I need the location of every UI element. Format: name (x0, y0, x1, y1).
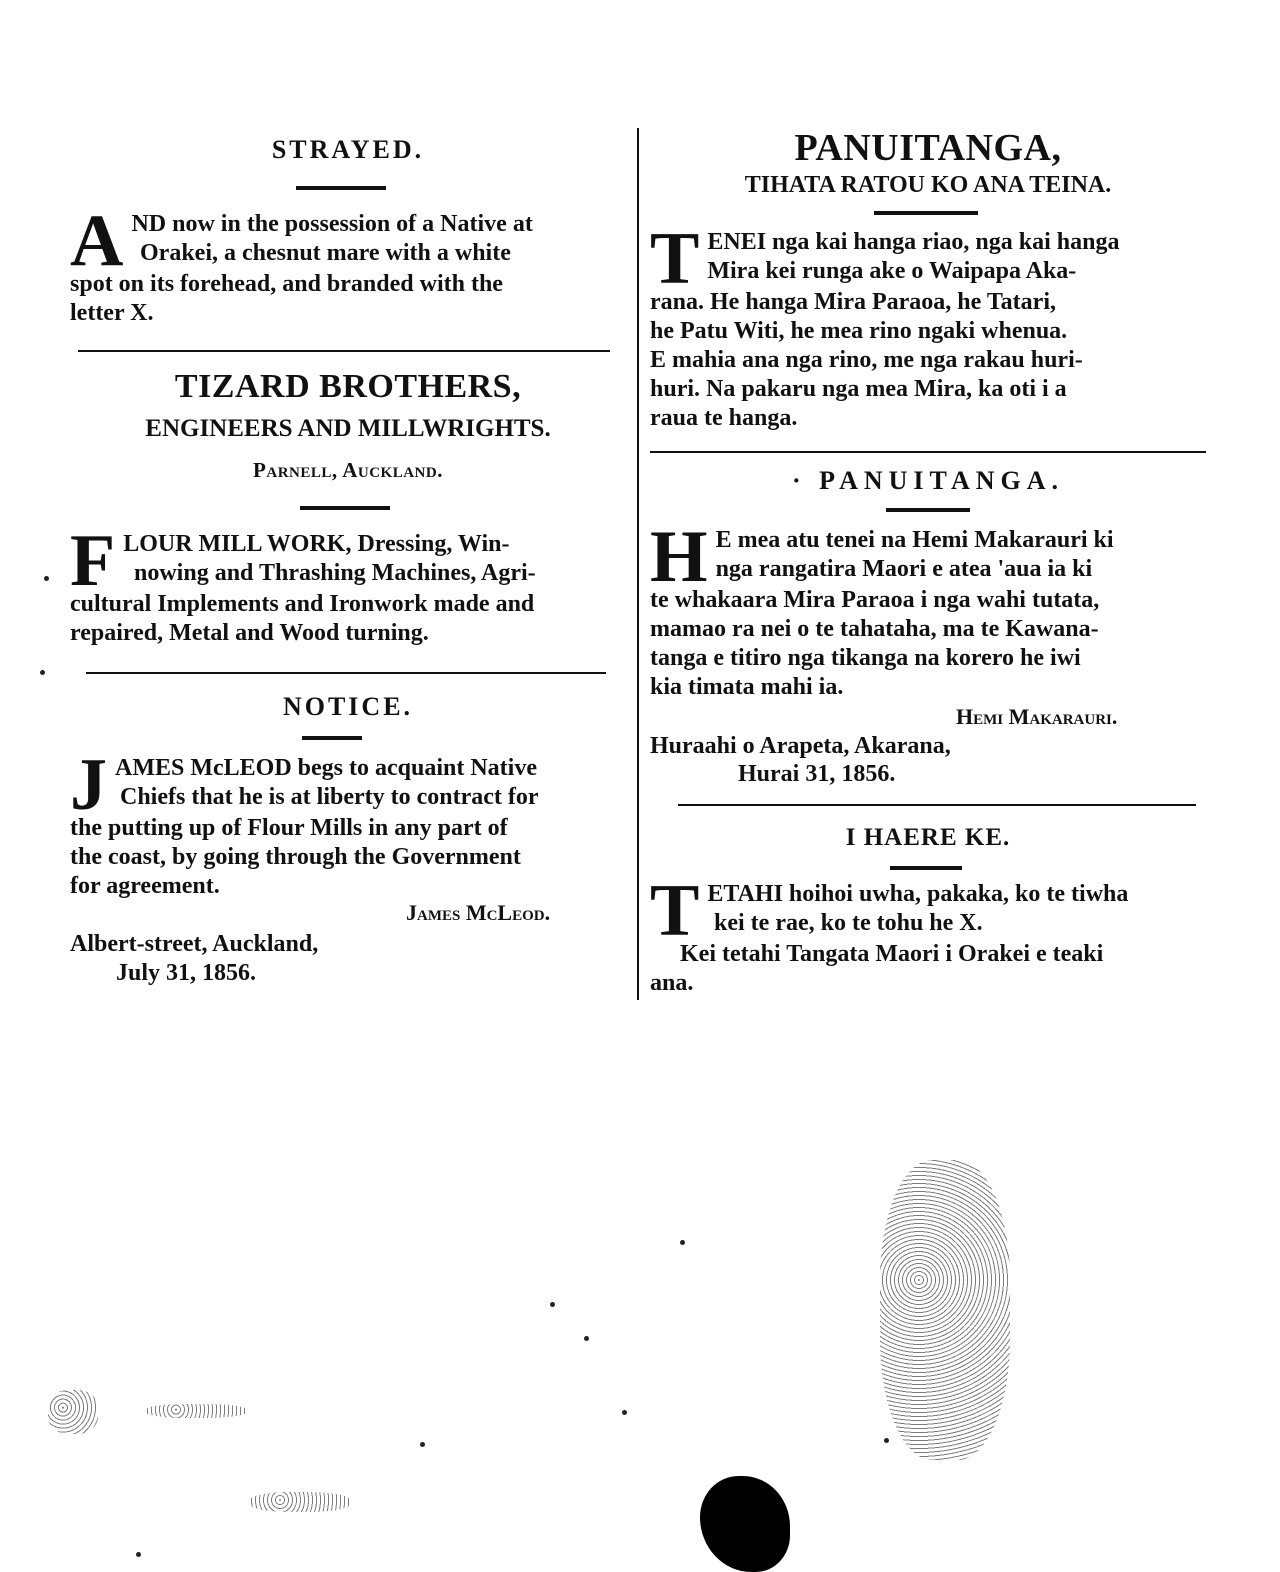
ihaere-dropcap: T (650, 870, 700, 952)
tizard-title: TIZARD BROTHERS, (174, 368, 522, 405)
panuitanga2-line-2: nga rangatira Maori e atea 'aua ia ki (715, 556, 1093, 582)
notice-line-3: the putting up of Flour Mills in any part of (70, 815, 508, 841)
panuitanga-line-4: he Patu Witi, he mea rino ngaki whenua. (650, 318, 1068, 344)
panuitanga-line-5: E mahia ana nga rino, me nga rakau huri- (650, 347, 1083, 373)
strayed-dropcap: A (70, 200, 124, 282)
scan-speck (680, 1240, 685, 1245)
ihaere-ad (650, 870, 1206, 998)
panuitanga2-line-3: te whakaara Mira Paraoa i nga wahi tutata, (650, 587, 1100, 613)
scan-speck (622, 1410, 627, 1415)
ihaere-line-2: kei te rae, ko te tohu he X. (714, 910, 983, 936)
ihaere-line-4: ana. (650, 970, 694, 996)
short-divider (886, 508, 970, 512)
right-column (650, 0, 1206, 1100)
panuitanga-line-1: ENEI nga kai hanga riao, nga kai hanga (707, 229, 1120, 255)
panuitanga2-line-6: kia timata mahi ia. (650, 674, 844, 700)
notice-line-1: AMES McLEOD begs to acquaint Native (115, 755, 537, 781)
scan-noise (250, 1492, 350, 1512)
ihaere-line-1: ETAHI hoihoi uwha, pakaka, ko te tiwha (707, 881, 1129, 907)
tizard-location: Parnell, Auckland. (253, 458, 443, 482)
section-divider (86, 672, 606, 674)
tizard-line-2: nowing and Thrashing Machines, Agri- (134, 560, 536, 586)
short-divider (296, 186, 386, 190)
tizard-line-1: LOUR MILL WORK, Dressing, Win- (123, 531, 510, 557)
short-divider (302, 736, 362, 740)
panuitanga2-signature: Hemi Makarauri. (956, 704, 1118, 729)
notice-line-5: for agreement. (70, 873, 220, 899)
section-divider (78, 350, 610, 352)
tizard-line-4: repaired, Metal and Wood turning. (70, 620, 429, 646)
left-column (70, 0, 626, 1100)
ihaere-title: I HAERE KE. (845, 824, 1011, 851)
panuitanga2-line-1: E mea atu tenei na Hemi Makarauri ki (715, 527, 1114, 553)
scan-noise (880, 1160, 1010, 1460)
panuitanga2-ad (650, 516, 1206, 702)
strayed-line-4: letter X. (70, 300, 154, 326)
scan-speck (550, 1302, 555, 1307)
tizard-line-3: cultural Implements and Ironwork made and (70, 591, 535, 617)
scan-speck (584, 1336, 589, 1341)
panuitanga-line-7: raua te hanga. (650, 405, 798, 431)
strayed-line-1: ND now in the possession of a Native at (131, 211, 533, 237)
scan-speck (136, 1552, 141, 1557)
panuitanga2-address-2: Hurai 31, 1856. (738, 761, 896, 787)
panuitanga2-line-4: mamao ra nei o te tahataha, ma te Kawana- (650, 616, 1099, 642)
notice-address-2: July 31, 1856. (116, 960, 257, 986)
panuitanga-line-2: Mira kei runga ake o Waipapa Aka- (707, 258, 1077, 284)
panuitanga-dropcap: T (650, 218, 700, 300)
scan-speck (420, 1442, 425, 1447)
section-divider (650, 451, 1206, 453)
short-divider (874, 211, 978, 215)
panuitanga2-title: · PANUITANGA. (791, 466, 1065, 495)
notice-title: NOTICE. (282, 692, 414, 721)
scan-speck (884, 1438, 889, 1443)
panuitanga-title: PANUITANGA, (794, 127, 1062, 169)
tizard-ad (70, 520, 626, 648)
notice-dropcap: J (70, 744, 107, 826)
notice-signature: James McLeod. (406, 900, 551, 925)
column-divider (637, 128, 639, 1000)
notice-line-4: the coast, by going through the Government (70, 844, 521, 870)
panuitanga2-line-5: tanga e titiro nga tikanga na korero he iwi (650, 645, 1081, 671)
notice-ad (70, 744, 626, 901)
scan-noise (48, 1390, 98, 1434)
scan-speck (40, 670, 45, 675)
section-divider (678, 804, 1196, 806)
strayed-title: STRAYED. (271, 135, 425, 164)
panuitanga2-address-1: Huraahi o Arapeta, Akarana, (650, 733, 951, 759)
strayed-line-3: spot on its forehead, and branded with the (70, 271, 503, 297)
panuitanga-line-3: rana. He hanga Mira Paraoa, he Tatari, (650, 289, 1056, 315)
strayed-ad (70, 200, 626, 328)
panuitanga-ad (650, 218, 1206, 433)
ink-blot (700, 1476, 790, 1572)
scan-noise (146, 1404, 246, 1418)
panuitanga2-dropcap: H (650, 516, 708, 598)
panuitanga-line-6: huri. Na pakaru nga mea Mira, ka oti i a (650, 376, 1067, 402)
short-divider (890, 866, 962, 870)
ihaere-line-3: Kei tetahi Tangata Maori i Orakei e teaki (680, 941, 1104, 967)
strayed-line-2: Orakei, a chesnut mare with a white (140, 240, 511, 266)
tizard-dropcap: F (70, 520, 116, 602)
tizard-subtitle: ENGINEERS AND MILLWRIGHTS. (145, 415, 551, 442)
short-divider (300, 506, 390, 510)
notice-line-2: Chiefs that he is at liberty to contract for (120, 784, 539, 810)
notice-address-1: Albert-street, Auckland, (70, 931, 319, 957)
scan-speck (44, 576, 49, 581)
panuitanga-subtitle: TIHATA RATOU KO ANA TEINA. (744, 172, 1112, 198)
